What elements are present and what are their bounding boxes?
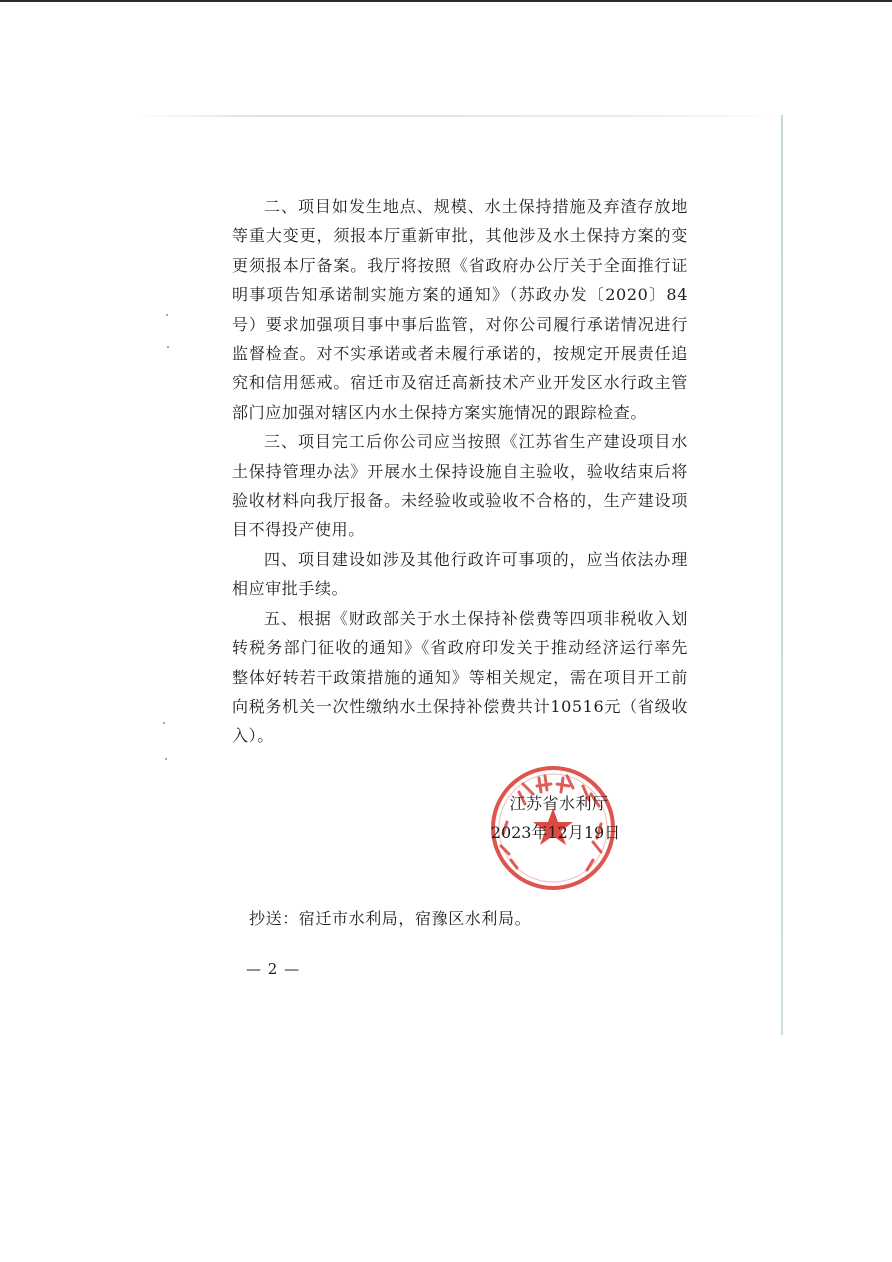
cc-line: 抄送：宿迁市水利局，宿豫区水利局。 [249, 909, 532, 928]
document-body [232, 192, 688, 751]
signature-date: 2023年12月19日 [490, 823, 621, 842]
paragraph-2: 二、项目如发生地点、规模、水土保持措施及弃渣存放地等重大变更，须报本厅重新审批，其他涉及水土保持方案的变更须报本厅备案。我厅将按照《省政府办公厅关于全面推行证明事项告知承诺制实施方案的通知》（苏政办发〔2020〕84号）要求加强项目事中事后监管，对你公司履行承诺情况进行监督检查。对不实承诺或者未履行承诺的，按规定开展责任追究和信用惩戒。宿迁市及宿迁高新技术产业开发区水行政主管部门应加强对辖区内水土保持方案实施情况的跟踪检查。 [232, 197, 688, 422]
scan-edge-top [135, 115, 783, 117]
page-top-border [0, 0, 892, 2]
scan-speck [167, 346, 169, 348]
scan-edge-right [781, 115, 783, 1035]
scan-speck [165, 758, 167, 760]
paragraph-3: 三、项目完工后你公司应当按照《江苏省生产建设项目水土保持管理办法》开展水土保持设施自主验收，验收结束后将验收材料向我厅报备。未经验收或验收不合格的，生产建设项目不得投产使用。 [232, 432, 688, 540]
signature-organization: 江苏省水利厅 [509, 794, 609, 813]
paragraph-5: 五、根据《财政部关于水土保持补偿费等四项非税收入划转税务部门征收的通知》《省政府印发关于推动经济运行率先整体好转若干政策措施的通知》等相关规定，需在项目开工前向税务机关一次性缴纳水土保持补偿费共计10516元（省级收入）。 [232, 608, 688, 746]
scan-speck [163, 722, 165, 724]
page-number: — 2 — [246, 960, 301, 978]
scan-speck [166, 314, 168, 316]
paragraph-4: 四、项目建设如涉及其他行政许可事项的，应当依法办理相应审批手续。 [232, 549, 688, 599]
